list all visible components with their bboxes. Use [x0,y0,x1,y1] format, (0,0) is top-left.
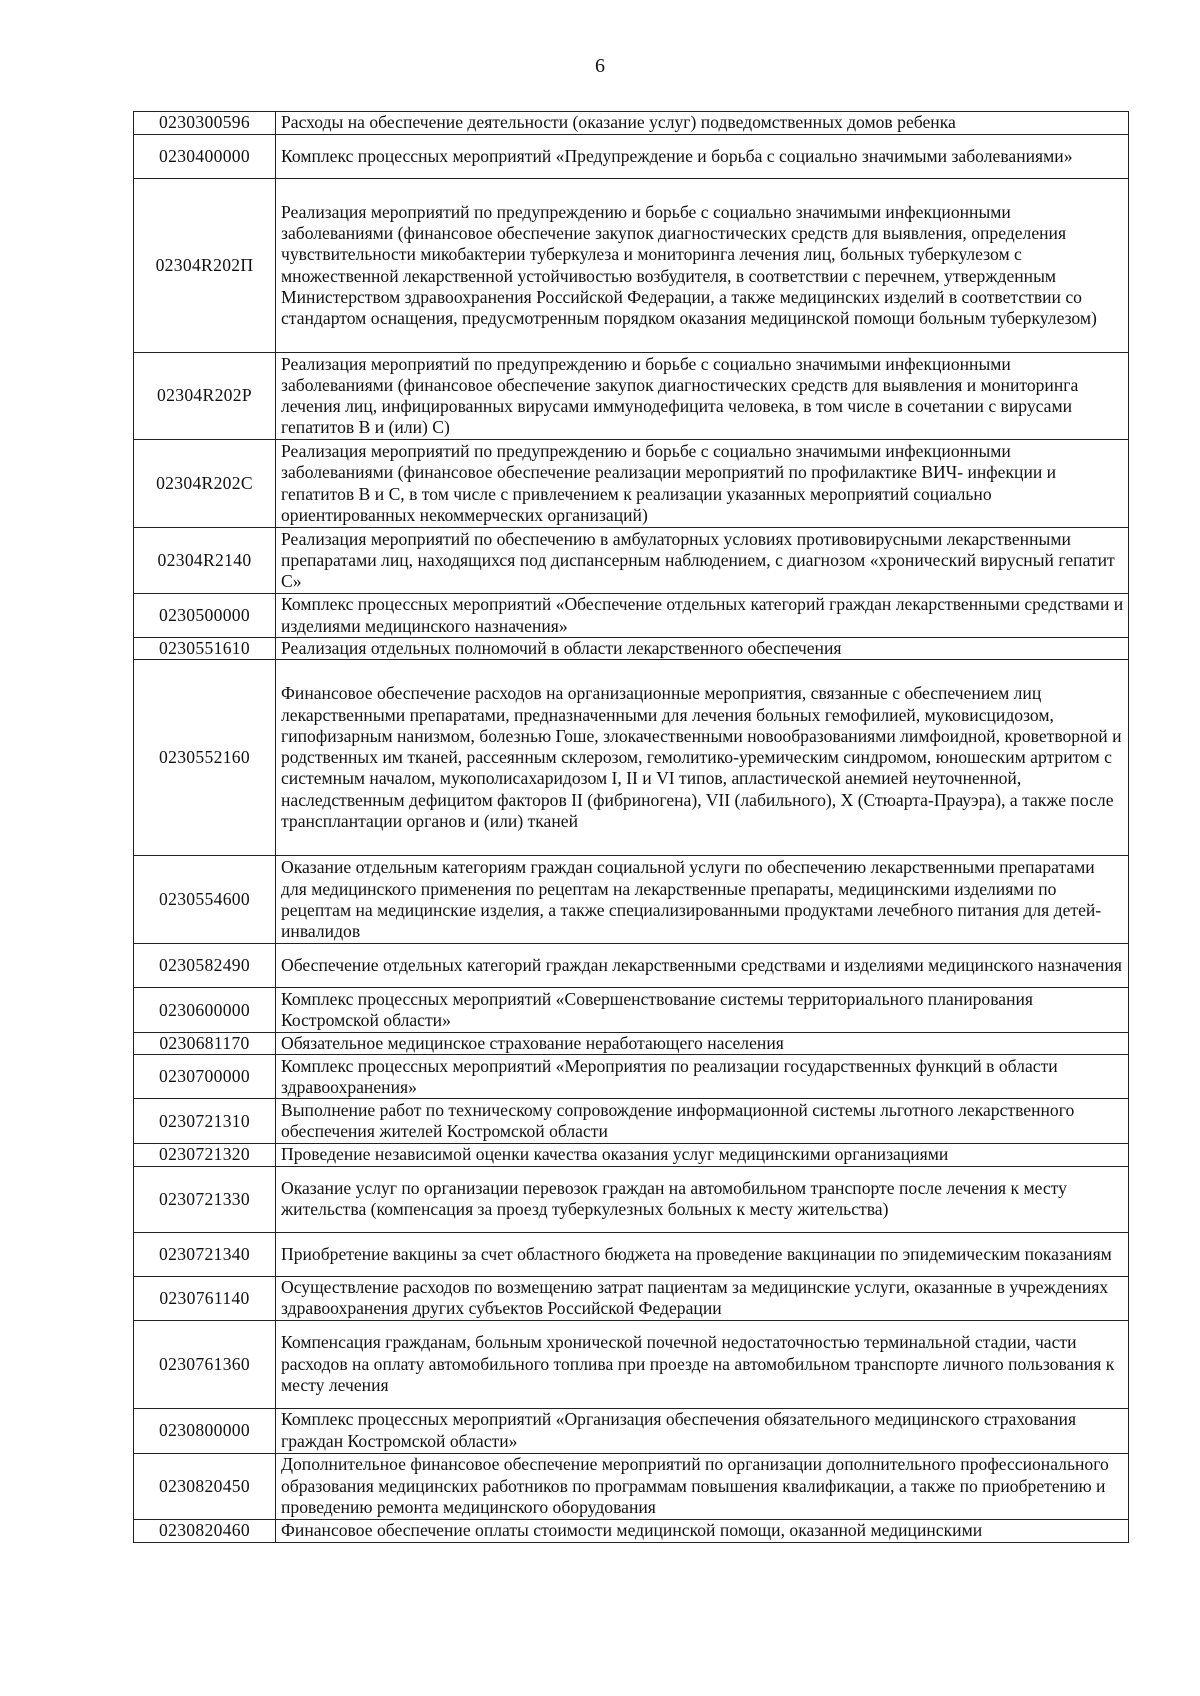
page-number: 6 [595,55,605,77]
table-row [134,988,1129,1033]
row-code: 0230500000 [134,594,276,638]
row-code: 0230820460 [134,1519,276,1542]
table-row [134,179,1129,353]
table-row [134,440,1129,528]
table-row [134,660,1129,856]
table-row [134,1033,1129,1055]
row-description: Реализация мероприятий по обеспечению в амбулаторных условиях противовирусными лекарственными препаратами лиц, находящихся под диспансерным наблюдением, с диагнозом «хронический вирусный гепатит С» [276,528,1129,594]
row-code: 0230582490 [134,944,276,988]
row-description: Обеспечение отдельных категорий граждан лекарственными средствами и изделиями медицинского назначения [276,944,1129,988]
row-description: Осуществление расходов по возмещению затрат пациентам за медицинские услуги, оказанные в учреждениях здравоохранения других субъектов Российской Федерации [276,1276,1129,1320]
row-code: 02304R202P [134,353,276,440]
row-code: 0230300596 [134,112,276,135]
table-row [134,638,1129,660]
row-code: 0230721320 [134,1144,276,1166]
table-row [134,944,1129,988]
budget-codes-table [133,111,1129,1543]
row-code: 0230551610 [134,638,276,660]
table-row [134,135,1129,179]
row-description: Комплекс процессных мероприятий «Совершенствование системы территориального планирования Костромской области» [276,988,1129,1033]
row-description: Компенсация гражданам, больным хронической почечной недостаточностью терминальной стадии, части расходов на оплату автомобильного топлива при проезде на автомобильном транспорте личного пользования к месту лечения [276,1320,1129,1408]
table-row [134,856,1129,944]
row-description: Реализация отдельных полномочий в области лекарственного обеспечения [276,638,1129,660]
row-description: Финансовое обеспечение оплаты стоимости медицинской помощи, оказанной медицинскими [276,1519,1129,1542]
row-code: 0230552160 [134,660,276,856]
row-description: Дополнительное финансовое обеспечение мероприятий по организации дополнительного профессионального образования медицинских работников по программам повышения квалификации, а также по приобретению и проведению ремонта медицинского оборудования [276,1453,1129,1519]
table-row [134,1144,1129,1166]
row-description: Комплекс процессных мероприятий «Предупреждение и борьба с социально значимыми заболеваниями» [276,135,1129,179]
row-code: 0230681170 [134,1033,276,1055]
row-description: Обязательное медицинское страхование неработающего населения [276,1033,1129,1055]
table-row [134,1519,1129,1542]
table-row [134,112,1129,135]
table-row [134,1408,1129,1453]
row-description: Оказание отдельным категориям граждан социальной услуги по обеспечению лекарственными препаратами для медицинского применения по рецептам на лекарственные препараты, медицинскими изделиями по рецептам на медицинские изделия, а также специализированными продуктами лечебного питания для детей-инвалидов [276,856,1129,944]
table-row [134,1166,1129,1232]
table-row [134,1276,1129,1320]
row-description: Комплекс процессных мероприятий «Обеспечение отдельных категорий граждан лекарственными средствами и изделиями медицинского назначения» [276,594,1129,638]
row-description: Проведение независимой оценки качества оказания услуг медицинскими организациями [276,1144,1129,1166]
table-body [134,112,1129,1543]
row-description: Реализация мероприятий по предупреждению и борьбе с социально значимыми инфекционными заболеваниями (финансовое обеспечение закупок диагностических средств для выявления и мониторинга лечения лиц, инфицированных вирусами иммунодефицита человека, в том числе в сочетании с вирусами гепатитов В и (или) С) [276,353,1129,440]
row-code: 0230761140 [134,1276,276,1320]
row-description: Финансовое обеспечение расходов на организационные мероприятия, связанные с обеспечением лиц лекарственными препаратами, предназначенными для лечения больных гемофилией, муковисцидозом, гипофизарным нанизмом, болезнью Гоше, злокачественными новообразованиями лимфоидной, кроветворной и родственных им тканей, рассеянным склерозом, гемолитико-уремическим синдромом, юношеским артритом с системным началом, мукополисахаридозом I, II и VI типов, апластической анемией неуточненной, наследственным дефицитом факторов II (фибриногена), VII (лабильного), X (Стюарта-Прауэра), а также после трансплантации органов и (или) тканей [276,660,1129,856]
row-description: Выполнение работ по техническому сопровождение информационной системы льготного лекарственного обеспечения жителей Костромской области [276,1099,1129,1144]
table-row [134,1232,1129,1276]
table-row [134,1055,1129,1099]
row-description: Реализация мероприятий по предупреждению и борьбе с социально значимыми инфекционными заболеваниями (финансовое обеспечение закупок диагностических средств для выявления, определения чувствительности микобактерии туберкулеза и мониторинга лечения лиц, больных туберкулезом с множественной лекарственной устойчивостью возбудителя, в соответствии с перечнем, утвержденным Министерством здравоохранения Российской Федерации, а также медицинских изделий в соответствии со стандартом оснащения, предусмотренным порядком оказания медицинской помощи больным туберкулезом) [276,179,1129,353]
row-code: 0230800000 [134,1408,276,1453]
row-code: 0230554600 [134,856,276,944]
row-description: Расходы на обеспечение деятельности (оказание услуг) подведомственных домов ребенка [276,112,1129,135]
row-description: Оказание услуг по организации перевозок граждан на автомобильном транспорте после лечения к месту жительства (компенсация за проезд туберкулезных больных к месту жительства) [276,1166,1129,1232]
row-code: 0230721330 [134,1166,276,1232]
row-description: Реализация мероприятий по предупреждению и борьбе с социально значимыми инфекционными заболеваниями (финансовое обеспечение реализации мероприятий по профилактике ВИЧ- инфекции и гепатитов В и С, в том числе с привлечением к реализации указанных мероприятий социально ориентированных некоммерческих организаций) [276,440,1129,528]
row-code: 02304R202П [134,179,276,353]
row-code: 02304R2140 [134,528,276,594]
table-row [134,353,1129,440]
row-code: 0230721310 [134,1099,276,1144]
table-row [134,1099,1129,1144]
table-row [134,1320,1129,1408]
row-code: 02304R202C [134,440,276,528]
row-code: 0230700000 [134,1055,276,1099]
table-row [134,1453,1129,1519]
row-code: 0230600000 [134,988,276,1033]
table-row [134,528,1129,594]
row-description: Комплекс процессных мероприятий «Мероприятия по реализации государственных функций в области здравоохранения» [276,1055,1129,1099]
row-description: Комплекс процессных мероприятий «Организация обеспечения обязательного медицинского страхования граждан Костромской области» [276,1408,1129,1453]
row-code: 0230820450 [134,1453,276,1519]
table-row [134,594,1129,638]
row-description: Приобретение вакцины за счет областного бюджета на проведение вакцинации по эпидемическим показаниям [276,1232,1129,1276]
row-code: 0230761360 [134,1320,276,1408]
row-code: 0230400000 [134,135,276,179]
row-code: 0230721340 [134,1232,276,1276]
